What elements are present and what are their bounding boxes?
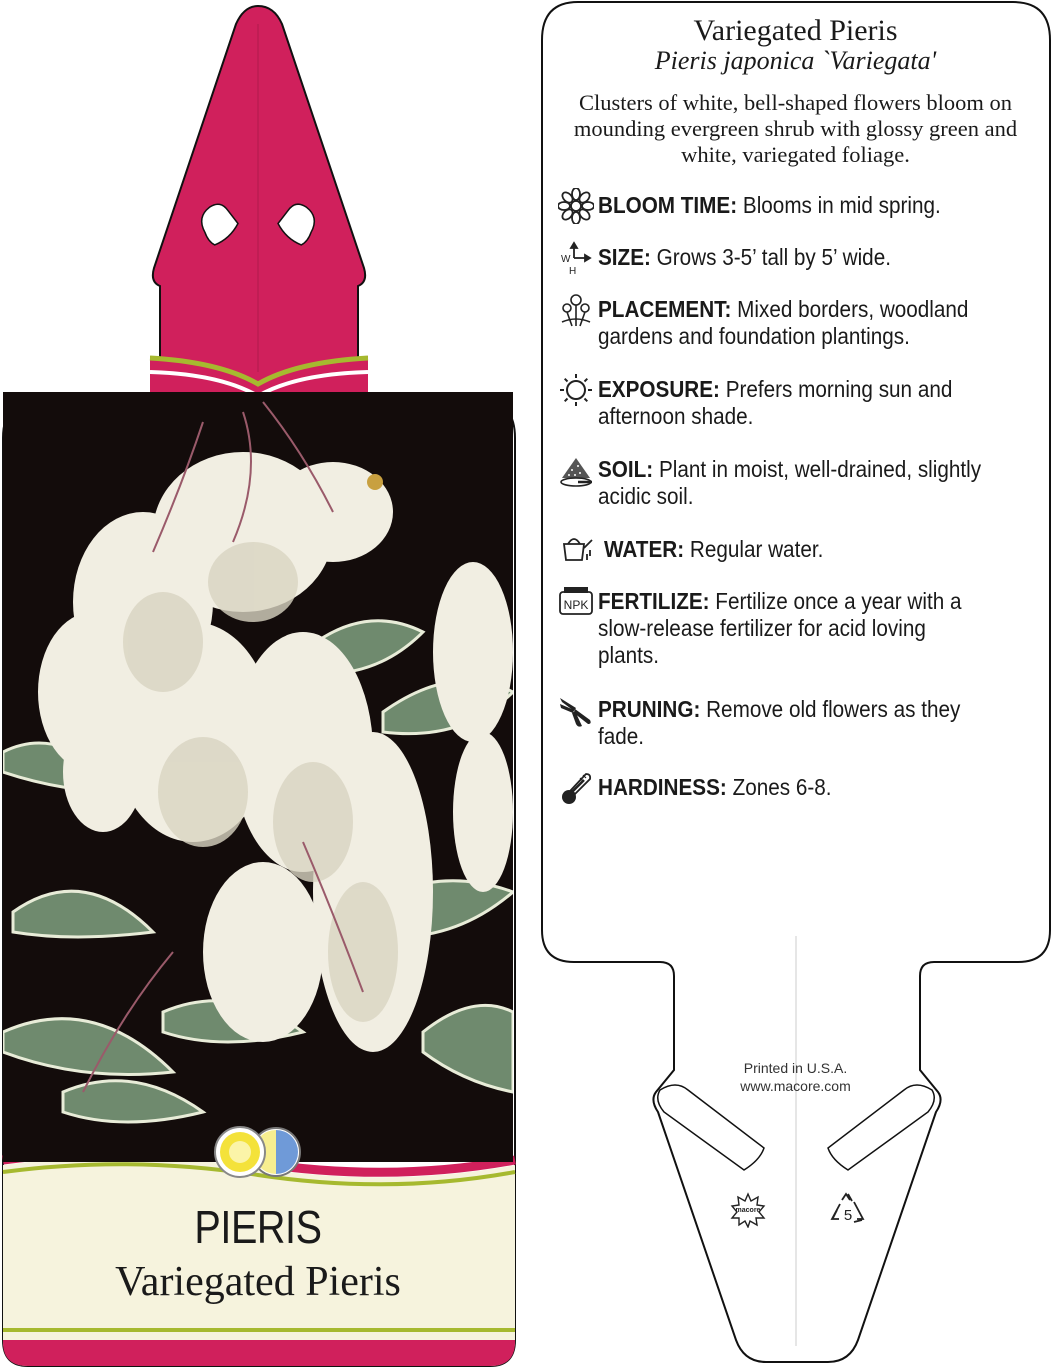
macore-logo-text: macore xyxy=(735,1207,761,1214)
npk-fertilizer-icon xyxy=(558,584,594,620)
hardiness-label: HARDINESS: xyxy=(598,774,727,800)
soil-label: SOIL: xyxy=(598,456,654,482)
recycle-5-icon xyxy=(828,1192,868,1228)
front-variety-name: Variegated Pieris xyxy=(115,1259,401,1305)
back-title: Variegated Pieris xyxy=(693,14,898,47)
exposure-label: EXPOSURE: xyxy=(598,376,720,402)
water-label: WATER: xyxy=(604,536,685,562)
size-label: SIZE: xyxy=(598,244,651,270)
soil-value: Plant in moist, well-drained, slightly acidic soil. xyxy=(598,456,982,509)
water-value: Regular water. xyxy=(689,536,824,562)
pruning-value: Remove old flowers as they fade. xyxy=(598,696,961,749)
soil-trowel-icon xyxy=(558,452,594,488)
npk-text: NPK xyxy=(563,598,589,612)
front-tag xyxy=(0,0,520,1369)
printed-in-text: Printed in U.S.A. xyxy=(743,1060,848,1076)
front-common-name: PIERIS xyxy=(194,1201,322,1253)
back-tag xyxy=(538,0,1053,1369)
size-value: Grows 3-5’ tall by 5’ wide. xyxy=(656,244,891,270)
fertilize-label: FERTILIZE: xyxy=(598,588,710,614)
back-latin-name: Pieris japonica `Variegata' xyxy=(654,46,937,75)
thermometer-icon xyxy=(558,770,594,806)
bloom-time-value: Blooms in mid spring. xyxy=(742,192,941,218)
macore-logo-icon xyxy=(730,1192,766,1228)
recycle-number: 5 xyxy=(843,1207,853,1224)
pruning-shears-icon xyxy=(558,692,594,728)
flower-icon xyxy=(558,188,594,224)
pieris-flowers-image xyxy=(3,392,513,1162)
size-icon-w: W xyxy=(561,254,571,265)
pruning-label: PRUNING: xyxy=(598,696,701,722)
size-arrows-icon xyxy=(558,240,594,276)
sun-icon xyxy=(558,372,594,408)
placement-value: Mixed borders, woodland gardens and foundation plantings. xyxy=(598,296,969,349)
placement-label: PLACEMENT: xyxy=(598,296,732,322)
plant-photo xyxy=(3,392,513,1162)
exposure-value: Prefers morning sun and afternoon shade. xyxy=(598,376,953,429)
fertilize-value: Fertilize once a year with a slow-release fertilizer for acid loving plants. xyxy=(598,588,962,668)
size-icon-h: H xyxy=(569,266,577,276)
watering-can-icon xyxy=(558,532,594,568)
placement-plants-icon xyxy=(558,292,594,328)
back-description: Clusters of white, bell-shaped flowers bloom on mounding evergreen shrub with glossy green and white, variegated foliage. xyxy=(573,90,1018,167)
bloom-time-label: BLOOM TIME: xyxy=(598,192,738,218)
sun-shade-icon xyxy=(212,1126,304,1178)
website-text: www.macore.com xyxy=(740,1078,851,1094)
hardiness-value: Zones 6-8. xyxy=(732,774,832,800)
